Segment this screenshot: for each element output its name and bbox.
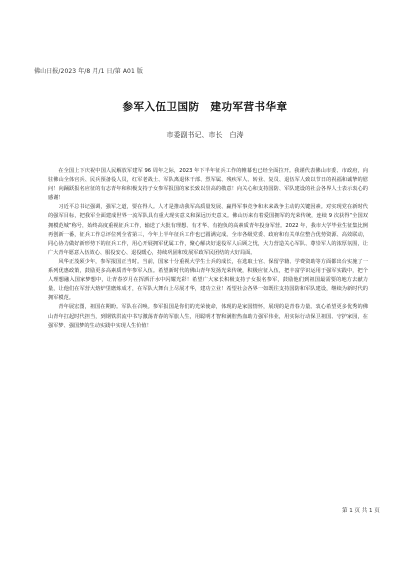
article-paragraph: 青年展宏图，祖国在期盼。军队在召唤。参军报国是你们的光荣使命，体现的是家国情怀，展现的是青春力量。衷心希望更多优秀的佛山青年扛起时代担当，到钢铁洪流中书写激荡青春的军旅人生，用聪明才智和满腔热血助力强军伟业，用实际行动保卫祖国、守护家园，在强军梦、强国梦的生动实践中实现人生价值！: [48, 304, 368, 329]
article-author: 市委副书记、市长 白涛: [166, 131, 244, 139]
article-paragraph: 在全国上下庆祝中国人民解放军建军 96 周年之际，2023 年下半年征兵工作的帷幕也已经全面拉开。我谨代表佛山市委、市政府，向驻佛山全体官兵、民兵预备役人员，红军老战士、军队离退休干部、烈军属、残疾军人、转业、复员、退伍军人致以节日的祝福和诚挚的慰问！向踊跃报名应征的有志青年和积极支持子女参军报国的家长致以崇高的敬意！向关心和支持国防、军队建设的社会各界人士表示衷心的感谢！: [48, 168, 368, 202]
article-title: 参军入伍卫国防 建功军营书华章: [122, 101, 288, 113]
article-body: [48, 167, 368, 331]
newspaper-source-line: 佛山日报/2023 年/8 月/1 日/第 A01 版: [34, 68, 143, 75]
article-paragraph: 习近平总书记强调，强军之道，要在得人。人才是推动我军高质量发展、赢得军事竞争和未来战争主动的关键因素。对实现党在新时代的强军目标，把我军全面建成世界一流军队具有重大现实意义和深远历史意义。佛山历来有着爱国拥军的光荣传统，连续 9 次获得“全国双拥模范城”称号，始终高度重视征兵工作，输送了大批有理想、有才华、有抱负的高素质青年投身军营。2022 年，我市大学毕业生征集比例再创新一番，征兵工作总评位列全省第三，今年上半年征兵工作也已圆满完成。全市各级党委、政府和有关单位整合优势资源、高效联动，同心协力做好新形势下的征兵工作，用心开展拥军优属工作，聚心解决好退役军人后顾之忧，大力营造关心军队、尊崇军人的浓厚氛围，让广大青年愿意入伍效心、服役安心、退役暖心，持续巩固和发展军政军民团结的大好局面。: [48, 204, 368, 256]
article-paragraph: 风华正茂须少年，参军报国正当时。当前，国家十分重视大学生士兵的成长，在选取士官、保留学籍、学费资助等方面都出台实施了一系列优惠政策，鼓励更多高素质青年参军入伍。希望新时代的佛山青年发扬光荣传统，积极应征入伍，把丰富学识运用于强军实践中，把个人理想融入国家梦想中，让青春岁月在挥洒汗水中闪耀光彩！希望广大家长积极支持子女报名参军，鼓励他们到祖国最需要的地方去献力量，让他们在军营大熔炉里磨炼成才，在军队大舞台上尽展才华，建功立业！希望社会各界一如既往支持国防和军队建设，继续为新时代的拥军模范。: [48, 258, 368, 302]
page-number: 第 1 页 共 1 页: [342, 508, 380, 514]
